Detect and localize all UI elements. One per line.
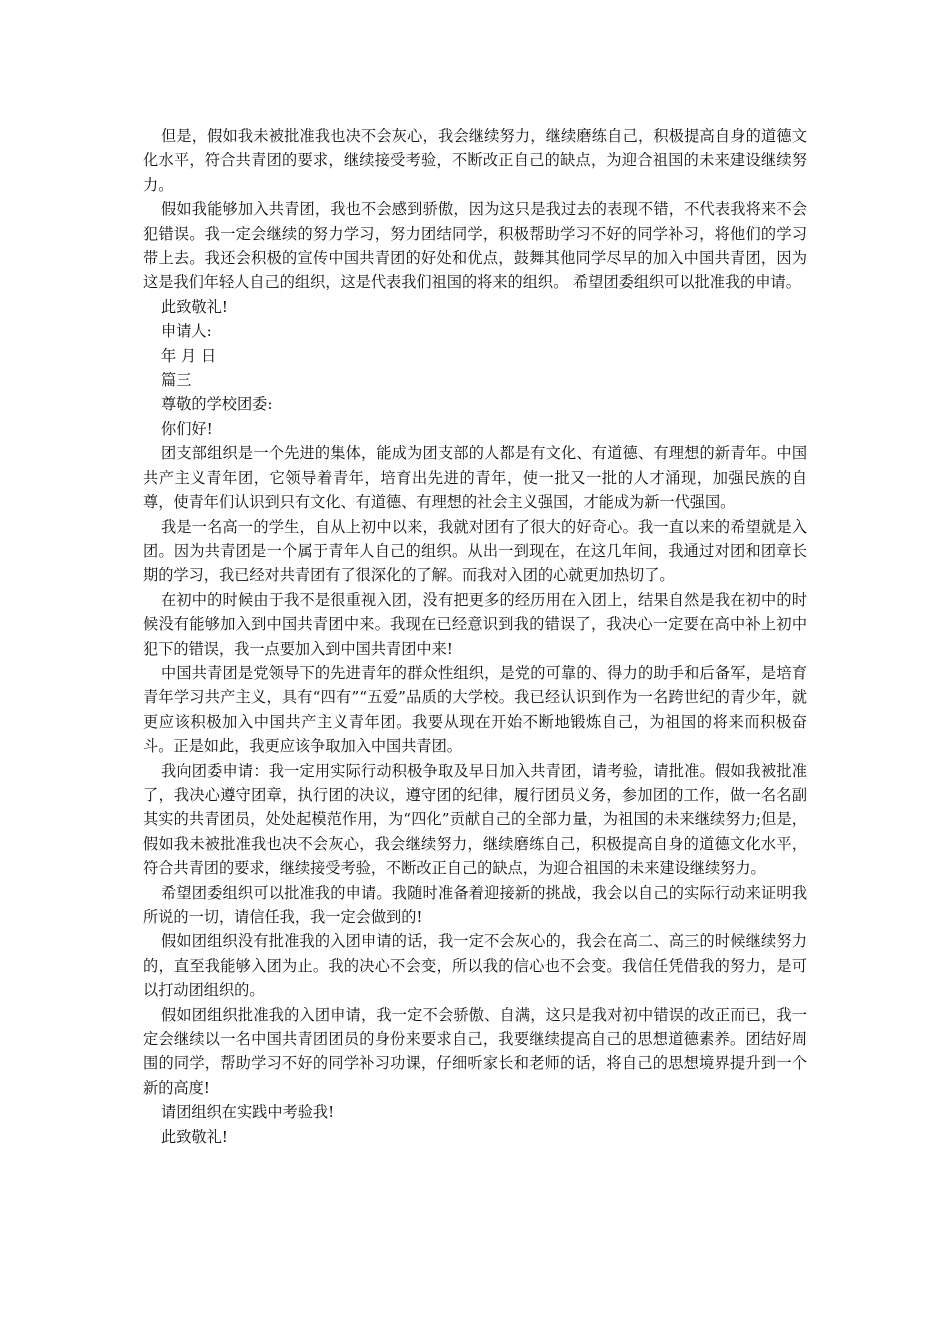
paragraph: 希望团委组织可以批准我的申请。我随时准备着迎接新的挑战，我会以自己的实际行动来证明我所说的一切，请信任我，我一定会做到的!	[143, 883, 807, 926]
document-body	[143, 124, 807, 1149]
closing-salutation: 此致敬礼!	[161, 297, 228, 316]
paragraph: 我是一名高一的学生，自从上初中以来，我就对团有了很大的好奇心。我一直以来的希望就是入团。因为共青团是一个属于青年人自己的组织。从出一到现在，在这几年间，我通过对团和团章长期的学习，我已经对共青团有了很深化的了解。而我对入团的心就更加热切了。	[143, 517, 807, 585]
paragraph: 请团组织在实践中考验我!	[161, 1103, 335, 1122]
paragraph: 我向团委申请：我一定用实际行动积极争取及早日加入共青团，请考验，请批准。假如我被批准了，我决心遵守团章，执行团的决议，遵守团的纪律，履行团员义务，参加团的工作，做一名名副其实的共青团员，处处起模范作用，为“四化”贡献自己的全部力量，为祖国的未来继续努力;但是，假如我未被批准我也决不会灰心，我会继续努力，继续磨练自己，积极提高自身的道德文化水平，符合共青团的要求，继续接受考验，不断改正自己的缺点，为迎合祖国的未来建设继续努力。	[143, 761, 807, 878]
date-line: 年 月 日	[161, 346, 217, 365]
paragraph: 假如团组织没有批准我的入团申请的话，我一定不会灰心的，我会在高二、高三的时候继续努力的，直至我能够入团为止。我的决心不会变，所以我的信心也不会变。我信任凭借我的努力，是可以打动团组织的。	[143, 932, 807, 1000]
paragraph: 在初中的时候由于我不是很重视入团，没有把更多的经历用在入团上，结果自然是我在初中的时候没有能够加入到中国共青团中来。我现在已经意识到我的错误了，我决心一定要在高中补上初中犯下的错误，我一点要加入到中国共青团中来!	[143, 590, 807, 658]
letter-greeting: 尊敬的学校团委:	[161, 395, 273, 414]
paragraph: 假如我能够加入共青团，我也不会感到骄傲，因为这只是我过去的表现不错，不代表我将来不会犯错误。我一定会继续的努力学习，努力团结同学，积极帮助学习不好的同学补习，将他们的学习带上去。我还会积极的宣传中国共青团的好处和优点，鼓舞其他同学尽早的加入中国共青团，因为这是我们年轻人自己的组织，这是代表我们祖国的将来的组织。 希望团委组织可以批准我的申请。	[143, 200, 807, 292]
paragraph: 中国共青团是党领导下的先进青年的群众性组织，是党的可靠的、得力的助手和后备军，是培育青年学习共产主义，具有“四有”“五爱”品质的大学校。我已经认识到作为一名跨世纪的青少年，就更应该积极加入中国共产主义青年团。我要从现在开始不断地锻炼自己，为祖国的将来而积极奋斗。正是如此，我更应该争取加入中国共青团。	[143, 663, 807, 756]
paragraph: 但是，假如我未被批准我也决不会灰心，我会继续努力，继续磨练自己，积极提高自身的道德文化水平，符合共青团的要求，继续接受考验，不断改正自己的缺点，为迎合祖国的未来建设继续努力。	[143, 127, 807, 194]
closing-salutation: 此致敬礼!	[161, 1127, 228, 1146]
paragraph: 假如团组织批准我的入团申请，我一定不会骄傲、自满，这只是我对初中错误的改正而已，我一定会继续以一名中国共青团团员的身份来要求自己，我要继续提高自己的思想道德素养。团结好周围的同学，帮助学习不好的同学补习功课，仔细听家长和老师的话，将自己的思想境界提升到一个新的高度!	[143, 1005, 807, 1097]
section-heading: 篇三	[161, 371, 192, 390]
applicant-label: 申请人:	[161, 322, 212, 341]
paragraph: 团支部组织是一个先进的集体，能成为团支部的人都是有文化、有道德、有理想的新青年。中国共产主义青年团，它领导着青年，培育出先进的青年，使一批又一批的人才涌现，加强民族的自尊，使青年们认识到只有文化、有道德、有理想的社会主义强国，才能成为新一代强国。	[143, 444, 807, 512]
letter-greeting: 你们好!	[161, 419, 213, 438]
